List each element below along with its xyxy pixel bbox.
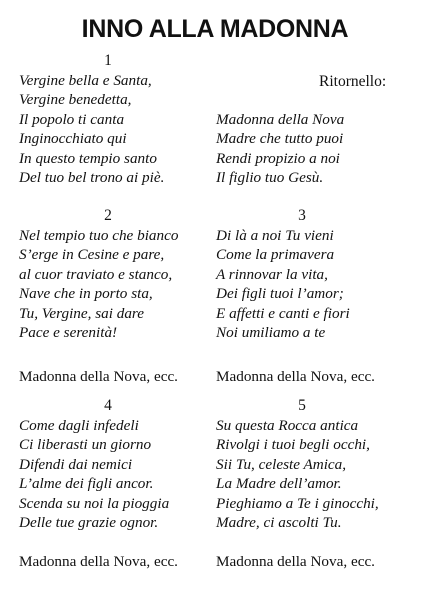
stanza-3-number: 3 [298,207,306,224]
stanza-2-number: 2 [104,207,112,224]
verse-line: Delle tue grazie ognor. [19,513,159,531]
stanza-3-chorus-ref: Madonna della Nova, ecc. [216,368,375,385]
verse-line: Tu, Vergine, sai dare [19,304,145,322]
ritornello-line: Rendi propizio a noi [216,149,340,167]
verse-line: Su questa Rocca antica [216,417,359,434]
stanza-3 [216,226,350,342]
verse-line: L’alme dei figli ancor. [19,475,154,493]
verse-line: Vergine bella e Santa, [19,72,152,89]
stanza-5 [216,416,379,532]
verse-line: Difendi dai nemici [19,455,133,473]
ritornello-line: Il figlio tuo Gesù. [216,169,324,187]
verse-line: Come dagli infedeli [19,417,139,434]
verse-line: A rinnovar la vita, [216,265,328,283]
verse-line: Scenda su noi la pioggia [19,494,170,512]
verse-line: E affetti e canti e fiori [216,304,350,322]
verse-line: S’erge in Cesine e pare, [19,246,165,264]
stanza-4-chorus-ref: Madonna della Nova, ecc. [19,553,178,570]
verse-line: Vergine benedetta, [19,91,132,109]
verse-line: Sii Tu, celeste Amica, [216,455,347,473]
ritornello-block [216,110,344,188]
ritornello-line: Madonna della Nova [216,111,345,128]
verse-line: Madre, ci ascolti Tu. [216,513,342,531]
stanza-4 [19,416,169,532]
stanza-5-chorus-ref: Madonna della Nova, ecc. [216,553,375,570]
verse-line: Ci liberasti un giorno [19,436,152,454]
verse-line: Di là a noi Tu vieni [216,227,334,244]
verse-line: Noi umiliamo a te [216,323,326,341]
stanza-4-number: 4 [104,397,112,414]
verse-line: Del tuo bel trono ai piè. [19,168,165,186]
verse-line: Nave che in porto sta, [19,285,153,303]
stanza-1-number: 1 [104,52,112,69]
stanza-2 [19,226,178,342]
verse-line: Rivolgi i tuoi begli occhi, [216,436,370,454]
stanza-1 [19,71,164,187]
page-title: INNO ALLA MADONNA [81,15,349,43]
ritornello-label: Ritornello: [319,73,387,90]
stanza-2-chorus-ref: Madonna della Nova, ecc. [19,368,178,385]
verse-line: Il popolo ti canta [19,110,125,128]
stanza-5-number: 5 [298,397,306,414]
verse-line: Pieghiamo a Te i ginocchi, [216,494,379,512]
verse-line: In questo tempio santo [19,149,157,167]
verse-line: Inginocchiato qui [19,130,127,148]
verse-line: La Madre dell’amor. [216,475,342,493]
verse-line: Come la primavera [216,246,335,264]
ritornello-line: Madre che tutto puoi [216,130,344,148]
verse-line: al cuor traviato e stanco, [19,265,173,283]
verse-line: Dei figli tuoi l’amor; [216,285,344,303]
verse-line: Nel tempio tuo che bianco [19,227,179,244]
verse-line: Pace e serenità! [19,323,118,341]
